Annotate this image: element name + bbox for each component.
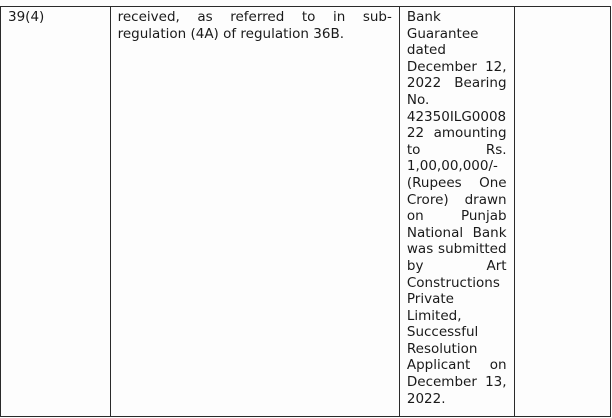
regulation-reference-cell: 39(4) [1,7,111,417]
status-line: 2022 Bearing [406,75,507,92]
status-line: Constructions [406,274,500,291]
status-line: Resolution [406,340,478,357]
status-line: 2022. [406,390,446,407]
status-line: No. [406,91,430,108]
compliance-status-cell [399,7,514,417]
status-line: on Punjab [406,208,507,225]
status-line: by Art [406,257,507,274]
status-line: 22 amounting [406,125,507,142]
status-line: Crore) drawn [406,191,507,208]
status-line: Guarantee [406,25,479,42]
status-line: (Rupees One [406,174,507,191]
status-line: Limited, [406,307,462,324]
status-line: December 12, [406,58,507,75]
compliance-table [0,6,611,417]
status-line: 42350ILG0008 [406,108,507,125]
status-line: to Rs. [406,141,507,158]
status-line: Applicant on [406,357,507,374]
remarks-cell [514,7,610,417]
requirement-text-cell: received, as referred to in sub-regulation (4A) of regulation 36B. [110,7,399,417]
status-line: National Bank [406,224,507,241]
status-line: dated [406,42,446,59]
status-line: 1,00,00,000/- [406,158,498,175]
status-line: Private [406,291,454,308]
status-line: Bank [406,9,441,25]
status-line: December 13, [406,374,507,391]
status-line: Successful [406,324,479,341]
status-line: was submitted [406,241,507,258]
table-row [1,7,611,417]
